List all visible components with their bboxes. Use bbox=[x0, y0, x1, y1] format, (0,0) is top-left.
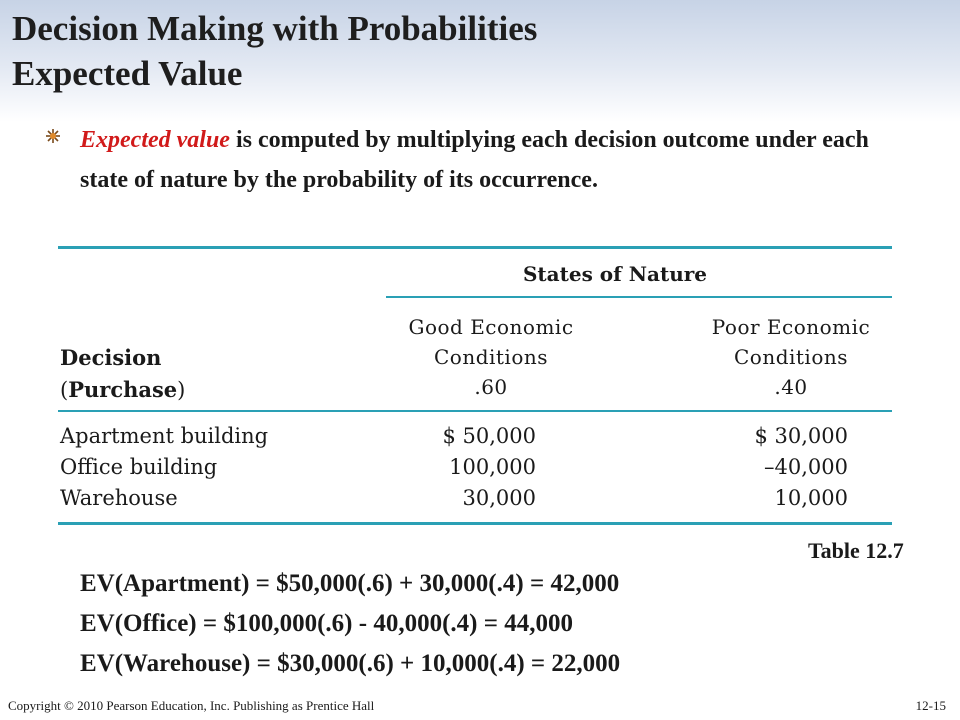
purchase-label: Purchase bbox=[68, 377, 178, 402]
row-decision: Warehouse bbox=[60, 486, 178, 510]
bullet-body: is computed by multiplying each decision outcome under each state of nature by the probability of its occurrence. bbox=[80, 127, 869, 193]
poor-prob: .40 bbox=[774, 375, 808, 399]
copyright-footer: Copyright © 2010 Pearson Education, Inc. Publishing as Prentice Hall bbox=[8, 698, 375, 713]
ev-office: EV(Office) = $100,000(.6) - 40,000(.4) = 44,000 bbox=[80, 610, 573, 637]
table-caption: Table 12.7 bbox=[808, 538, 904, 563]
poor-header-line1: Poor Economic bbox=[711, 315, 871, 339]
ev-apartment: EV(Apartment) = $50,000(.6) + 30,000(.4) = 42,000 bbox=[80, 570, 620, 597]
row-poor: $ 30,000 bbox=[754, 424, 848, 448]
row-decision: Office building bbox=[60, 455, 218, 479]
poor-economic-header bbox=[666, 312, 916, 402]
paren-close: ) bbox=[177, 378, 186, 402]
slide-title bbox=[12, 6, 537, 96]
starburst-bullet-icon bbox=[46, 129, 60, 143]
good-prob: .60 bbox=[474, 375, 508, 399]
page-number: 12-15 bbox=[915, 698, 946, 713]
good-header-line2: Conditions bbox=[433, 345, 549, 369]
table-bottom-rule bbox=[58, 522, 892, 525]
bullet-text bbox=[80, 120, 910, 200]
table-top-rule bbox=[58, 246, 892, 249]
ev-warehouse: EV(Warehouse) = $30,000(.6) + 10,000(.4) = 22,000 bbox=[80, 650, 621, 677]
row-good: 30,000 bbox=[462, 486, 536, 510]
good-economic-header bbox=[366, 312, 616, 402]
decision-header bbox=[60, 342, 185, 406]
header-bottom-rule bbox=[58, 410, 892, 412]
title-line-1: Decision Making with Probabilities bbox=[12, 9, 538, 48]
poor-header-line2: Conditions bbox=[733, 345, 849, 369]
bullet-emphasis: Expected value bbox=[80, 127, 230, 153]
paren-open: ( bbox=[60, 378, 69, 402]
row-good: $ 50,000 bbox=[442, 424, 536, 448]
decision-header-line2 bbox=[60, 374, 185, 406]
decision-header-line1: Decision bbox=[60, 345, 162, 370]
row-poor: 10,000 bbox=[774, 486, 848, 510]
good-header-line1: Good Economic bbox=[408, 315, 574, 339]
row-good: 100,000 bbox=[449, 455, 536, 479]
states-rule bbox=[386, 296, 892, 298]
title-line-2: Expected Value bbox=[12, 54, 243, 93]
row-decision: Apartment building bbox=[60, 424, 269, 448]
row-poor: –40,000 bbox=[764, 455, 848, 479]
states-of-nature-header: States of Nature bbox=[522, 262, 707, 286]
